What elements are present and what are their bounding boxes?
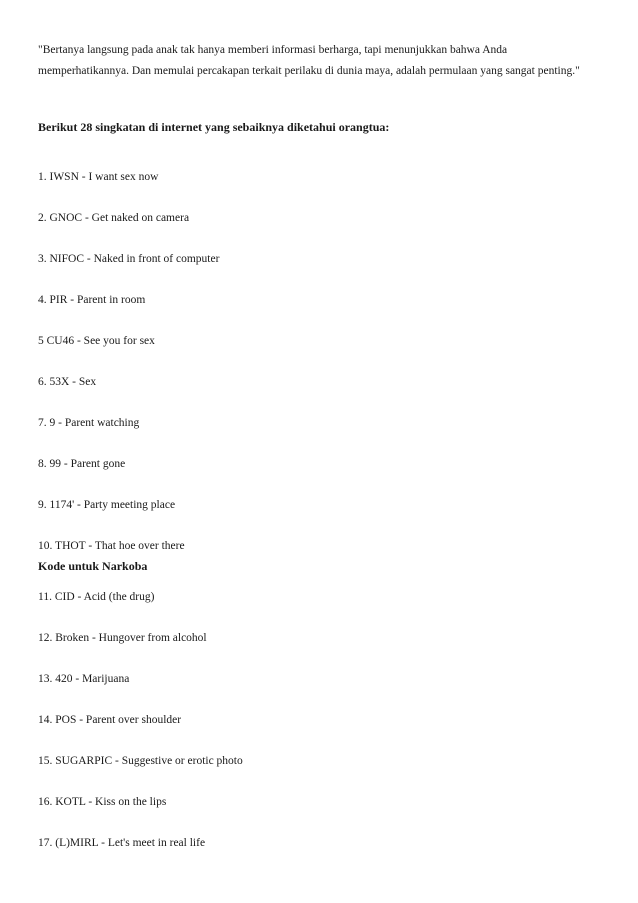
list-item: 1. IWSN - I want sex now (38, 171, 159, 183)
list-item: 2. GNOC - Get naked on camera (38, 212, 190, 224)
intro-quote: "Bertanya langsung pada anak tak hanya memberi informasi berharga, tapi menunjukkan bahwa Anda memperhatikannya. Dan memulai percakapan terkait perilaku di dunia maya, adalah permulaan yang sangat penting." (38, 44, 580, 77)
list-item: 12. Broken - Hungover from alcohol (38, 632, 207, 644)
list-item: 7. 9 - Parent watching (38, 417, 140, 429)
list-item: 3. NIFOC - Naked in front of computer (38, 253, 220, 265)
list-item: 9. 1174' - Party meeting place (38, 499, 176, 511)
list-item: 11. CID - Acid (the drug) (38, 591, 155, 603)
list-item: 5 CU46 - See you for sex (38, 335, 155, 347)
list-item: 10. THOT - That hoe over there (38, 540, 185, 552)
list-item: 13. 420 - Marijuana (38, 673, 130, 685)
drug-codes-subheading: Kode untuk Narkoba (38, 559, 148, 573)
list-item: 8. 99 - Parent gone (38, 458, 126, 470)
list-item: 15. SUGARPIC - Suggestive or erotic photo (38, 755, 243, 767)
list-item: 16. KOTL - Kiss on the lips (38, 796, 167, 808)
list-item: 14. POS - Parent over shoulder (38, 714, 182, 726)
list-item: 6. 53X - Sex (38, 376, 97, 388)
list-item: 17. (L)MIRL - Let's meet in real life (38, 837, 206, 849)
section-heading: Berikut 28 singkatan di internet yang sebaiknya diketahui orangtua: (38, 120, 390, 134)
intro-paragraph-container (38, 40, 598, 81)
list-item: 4. PIR - Parent in room (38, 294, 146, 306)
